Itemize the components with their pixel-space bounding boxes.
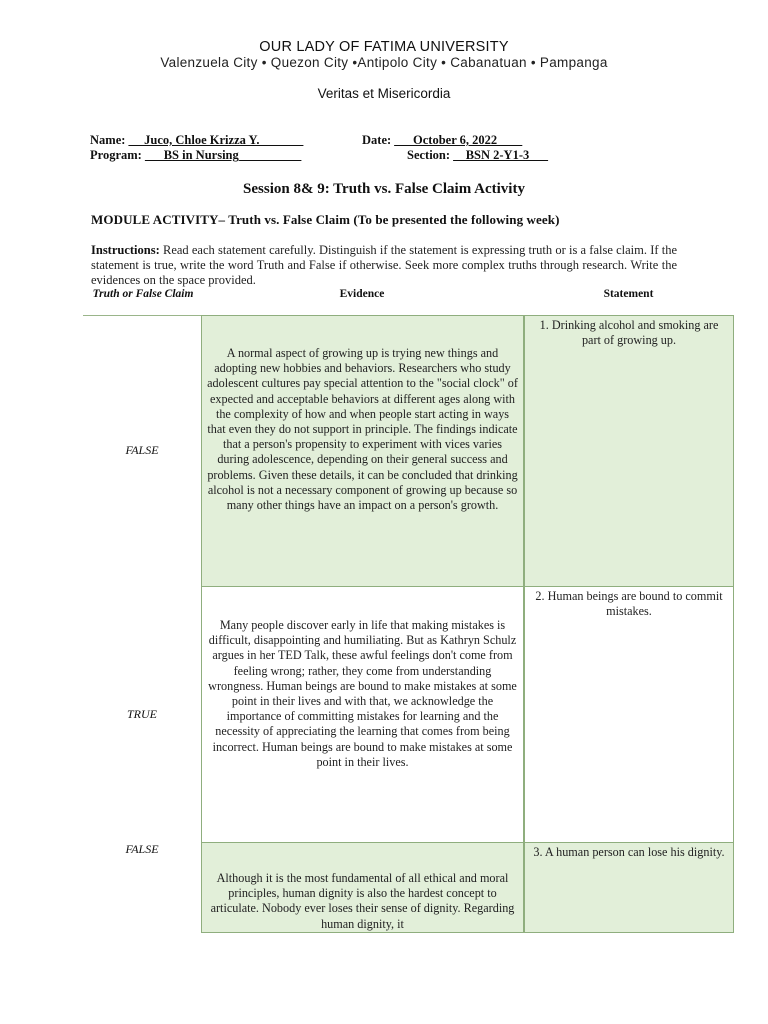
- section-value: __BSN 2-Y1-3___: [453, 148, 548, 162]
- row-2-statement-cell: [524, 586, 734, 843]
- row-3-statement: 3. A human person can lose his dignity.: [533, 845, 725, 859]
- row-1-statement: 1. Drinking alcohol and smoking are part of growing up.: [539, 318, 719, 348]
- row-3-evidence: Although it is the most fundamental of all ethical and moral principles, human dignity is also the hardest concept to articulate. Nobody ever loses their sense of dignity. Regarding human dignity, it: [210, 871, 515, 931]
- header-truth-or-false: Truth or False Claim: [92, 288, 194, 300]
- instructions-text: Read each statement carefully. Distinguish if the statement is expressing truth or is a false claim. If the statement is true, write the word Truth and False if otherwise. Seek more complex truths through research. Write the evidences on the space provided.: [91, 243, 677, 287]
- row-3-claim: FALSE: [125, 842, 159, 856]
- row-2-statement: 2. Human beings are bound to commit mistakes.: [535, 589, 723, 619]
- row-2-evidence-cell: [201, 586, 524, 843]
- program-value: ___BS in Nursing__________: [144, 148, 302, 162]
- header-evidence: Evidence: [339, 288, 385, 300]
- session-title: Session 8& 9: Truth vs. False Claim Activity: [243, 181, 525, 197]
- row-1-evidence-cell: [201, 315, 524, 587]
- program-label: Program:: [90, 148, 142, 162]
- row-3-evidence-cell: [201, 842, 524, 933]
- row-3-statement-cell: [524, 842, 734, 933]
- name-value: __ Juco, Chloe Krizza Y._______: [128, 133, 304, 147]
- section-label: Section:: [407, 148, 451, 162]
- module-title: MODULE ACTIVITY– Truth vs. False Claim (To be presented the following week): [91, 212, 560, 227]
- university-motto: Veritas et Misericordia: [317, 86, 451, 101]
- header-statement: Statement: [603, 288, 654, 300]
- instructions: [91, 243, 677, 287]
- row-1-claim: FALSE: [125, 443, 159, 457]
- row-1-evidence: A normal aspect of growing up is trying new things and adopting new hobbies and behaviors. Researchers who study adolescent cultures pay special attention to the "social clock" of expected and acceptable behaviors at different ages along with the complexity of how and when people start acting in ways that even they do not support in principle. The findings indicate that a person's propensity to experiment with vices varies during adolescence, depending on their general success and problems. Given these details, it can be concluded that drinking alcohol is not a necessary component of growing up because so many other things have an impact on a person's growth.: [207, 346, 518, 513]
- date-value: ___October 6, 2022____: [394, 133, 523, 147]
- row-2-claim: TRUE: [127, 707, 157, 721]
- claims-table: [83, 315, 734, 933]
- table-top-border: [83, 315, 203, 316]
- name-field: [90, 133, 303, 148]
- program-field: [90, 148, 301, 163]
- row-1-statement-cell: [524, 315, 734, 587]
- university-campuses: Valenzuela City • Quezon City •Antipolo City • Cabanatuan • Pampanga: [160, 55, 608, 70]
- instructions-label: Instructions:: [91, 243, 160, 257]
- name-label: Name:: [90, 133, 126, 147]
- date-label: Date:: [362, 133, 392, 147]
- section-field: [407, 148, 548, 163]
- row-2-evidence: Many people discover early in life that making mistakes is difficult, disappointing and humiliating. But as Kathryn Schulz argues in her TED Talk, these awful feelings don't come from feeling wrong; rather, they come from understanding wrongness. Human beings are bound to make mistakes at some point in their lives and with that, we acknowledge the importance of committing mistakes for learning and the necessity of appreciating the learning that comes from being incorrect. Human beings are bound to make mistakes at some point in their lives.: [208, 618, 517, 769]
- date-field: [362, 133, 522, 148]
- university-name: OUR LADY OF FATIMA UNIVERSITY: [259, 39, 509, 55]
